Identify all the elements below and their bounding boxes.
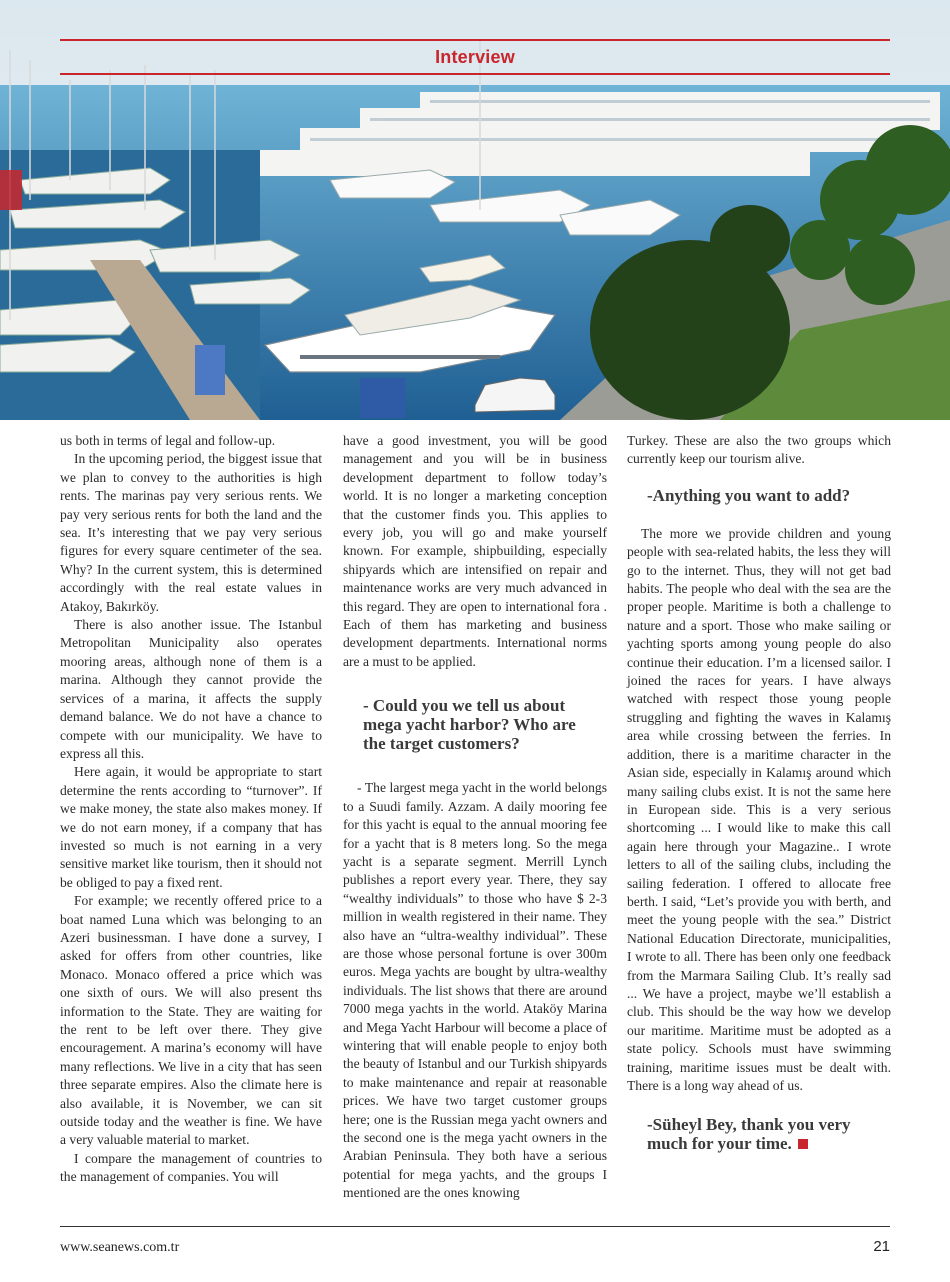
paragraph: For example; we recently offered price to a boat named Luna which was belonging to an Azeri businessman. I have done a survey, I asked for offers from other countries, like Monaco. Monaco offered a price which was one sixth of ours. We will also present ths information to the State. They are waiting for the rent to be left over there. They give encouragement. A marina’s economy will have many reflections. We live in a city that has seen three separate empires. Also the climate here is also available, it is November, we can sit outside today and the weather is fine. We have a very valuable material to market. xyxy=(60,893,322,1148)
section-title: Interview xyxy=(435,47,515,67)
column-2 xyxy=(343,432,607,1203)
paragraph: I compare the management of countries to the management of companies. You will xyxy=(60,1150,322,1185)
paragraph: have a good investment, you will be good management and you will be in business development department to follow today’s world. It is no longer a marketing conception that the customer finds you. This applies to every job, you will go and make yourself known. For example, shipbuilding, especially shipyards which are intensified on repair and maintenance works are very much advanced in this regard. They are open to international fora . Each of them has marketing and business development departments. International norms are a must to be applied. xyxy=(343,433,607,669)
question-heading: - Could you we tell us about mega yacht harbor? Who are the target customers? xyxy=(363,696,576,754)
footer-url[interactable]: www.seanews.com.tr xyxy=(60,1240,180,1255)
closing-line xyxy=(647,1115,881,1153)
paragraph: There is also another issue. The Istanbul Metropolitan Municipality also operates mooring areas, although none of them is a marina. Although they cannot provide the services of a marina, it affects the supply demand balance. We do not have a chance to compete with our municipality. We have to express all this. xyxy=(60,617,322,761)
page-number: 21 xyxy=(873,1238,890,1255)
paragraph: The more we provide children and young people with sea-related habits, the less they will go to the internet. Thus, they will not get bad habits. The people who deal with the sea are the proper people. Maritime is both a challenge to nature and a sport. Those who make sailing or yachting sports among young people do also continue their education. I’m a licensed sailor. I joined the races for years. I have always watched with respect those young people struggling and fighting the waves in Kalamış area while crossing between the ferries. In addition, there is a maritime character in the Asian side, especially in Kalamış around which many sailing clubs exist. It is not the same here in European side. This is a very serious shortcoming ... I would like to make this call again here through your Magazine.. I wrote letters to all of the sailing clubs, including the sailing federation. I offered to allocate free berth. I said, “Let’s provide you with berth, and meet the young people with the sea.” District National Education Directorate, municipalities, I wrote to all. There has been only one feedback from the Marmara Sailing Club. It’s really sad ... We have a project, maybe we’ll establish a club. This should be the way how we develop our maritime. Maritime must be adopted as a state policy. Schools must have swimming training, maritime issues must be dealt with. There is a long way ahead of us. xyxy=(627,525,891,1093)
column-3 xyxy=(627,432,891,1153)
footer-rule xyxy=(60,1226,890,1227)
paragraph: Here again, it would be appropriate to start determine the rents according to “turnover”. If we make money, the state also makes money. If we do not earn money, if a company that has invested so much is not earning in a very sensitive market like tourism, then it should not be obliged to pay a fixed rent. xyxy=(60,764,322,890)
header-rule-bottom xyxy=(60,73,890,75)
paragraph: Turkey. These are also the two groups which currently keep our tourism alive. xyxy=(627,433,891,467)
paragraph: In the upcoming period, the biggest issue that we plan to convey to the authorities is high rents. The marinas pay very serious rents. We pay very serious rents for both the land and the sea. It’s interesting that we pay very serious figures for every square centimeter of the sea. Why? In the current system, this is determined accordingly with the real estate values in Atakoy, Bakırköy. xyxy=(60,451,322,614)
column-1 xyxy=(60,432,322,1187)
header-rule-top xyxy=(60,39,890,41)
paragraph: us both in terms of legal and follow-up. xyxy=(60,433,276,448)
closing-text: -Süheyl Bey, thank you very much for your time. xyxy=(647,1115,851,1154)
question-heading: -Anything you want to add? xyxy=(647,485,851,505)
paragraph: - The largest mega yacht in the world belongs to a Suudi family. Azzam. A daily mooring fee for this yacht is equal to the annual mooring fee for a yacht that is 8 meters long. So the mega yacht is a separate segment. Merrill Lynch publishes a report every year. There, they say “wealthy individuals” to those who have $ 2-3 million in wealth registered in their name. They also have an “ultra-wealthy individual”. These are those whose personal fortune is over 300m euros. Mega yachts are bought by ultra-wealthy individuals. The list shows that there are around 7000 mega yachts in the world. Ataköy Marina and Mega Yacht Harbour will become a place of wintering that will enable people to enjoy both the beauty of Istanbul and our Turkish shipyards to make maintenance and repair at reasonable prices. We have two target customer groups here; one is the Russian mega yacht owners and the second one is the mega yacht owners in the Arabian Peninsula. They both have a serious potential for mega yachts, and the groups I mentioned are the ones knowing xyxy=(343,780,607,1201)
end-mark-icon xyxy=(798,1139,808,1149)
